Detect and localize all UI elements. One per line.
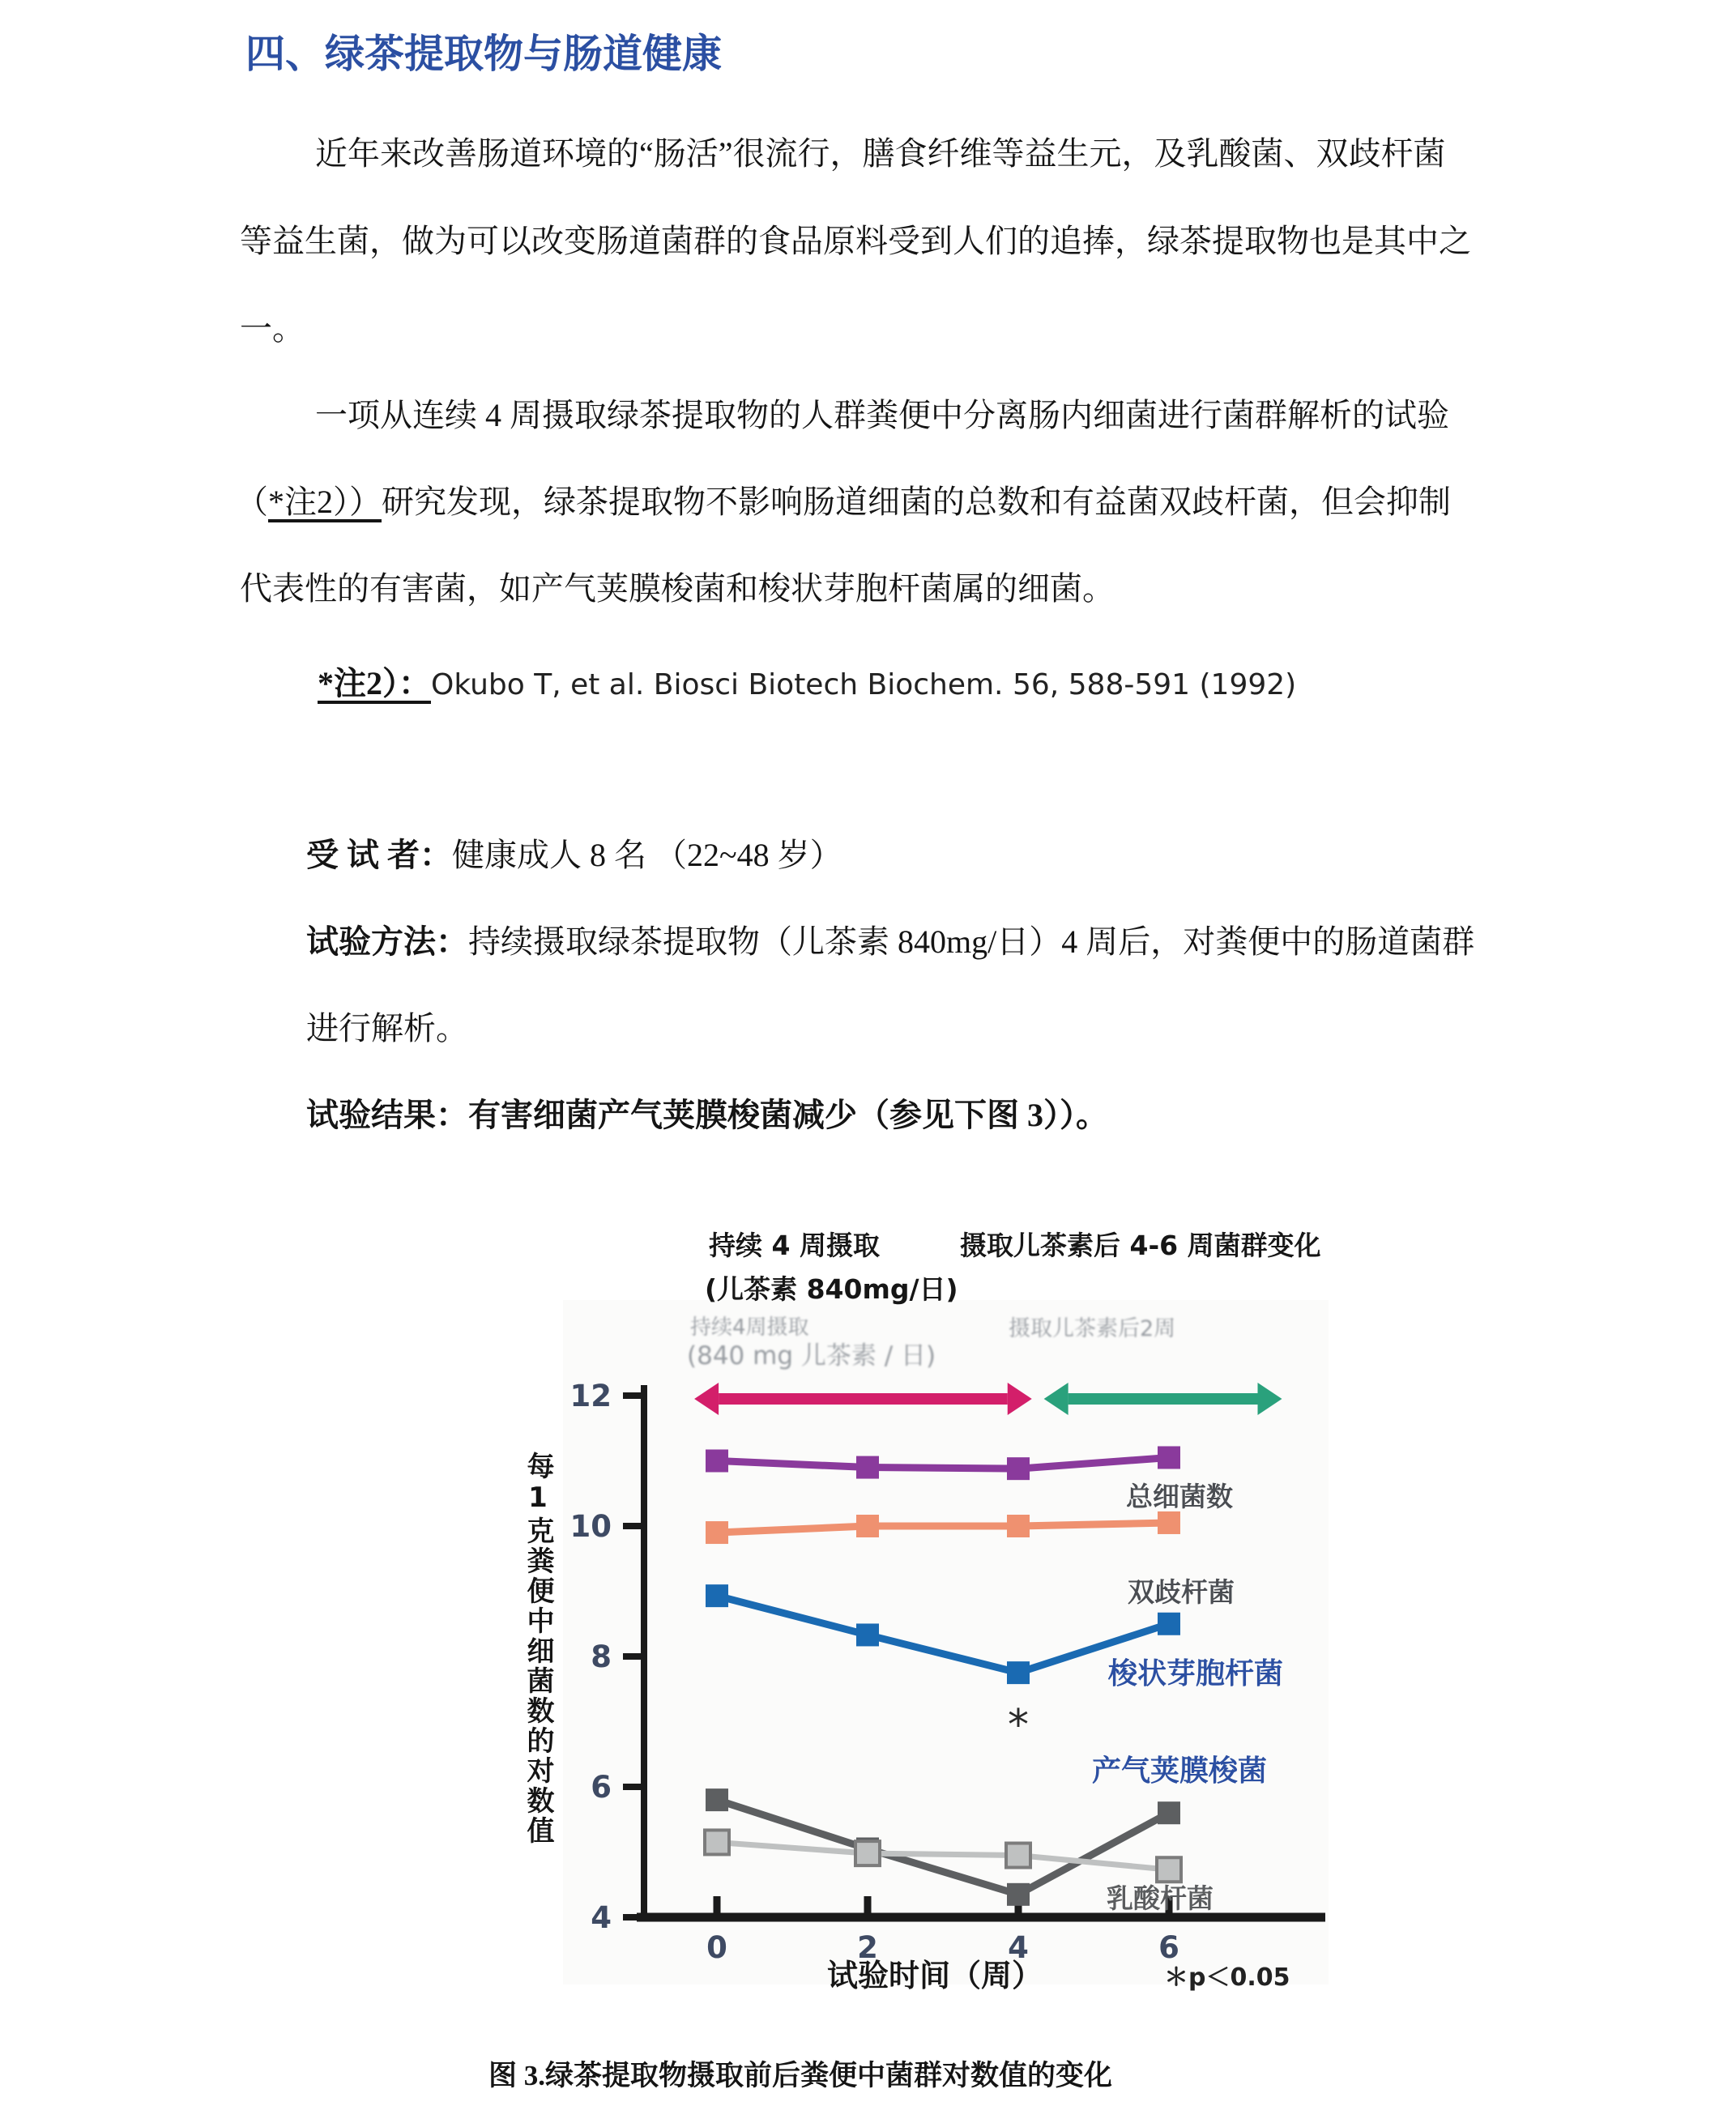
footnote-reference: Okubo T, et al. Biosci Biotech Biochem. 56, 588-591 (1992): [431, 668, 1297, 701]
embedded-label-left-line1: 持续4周摄取: [690, 1315, 809, 1340]
period-arrow-0: [694, 1383, 1032, 1415]
paragraph1-line1: 近年来改善肠道环境的“肠活”很流行，膳食纤维等益生元，及乳酸菌、双歧杆菌: [315, 135, 1446, 172]
x-tick-label: 6: [1158, 1930, 1179, 1965]
result-text: 有害细菌产气荚膜梭菌减少（参见下图 3））。: [468, 1097, 1108, 1133]
footnote-label: *注2）：: [318, 665, 431, 701]
data-point-marker: [1007, 1883, 1030, 1906]
data-point-marker: [856, 1456, 879, 1479]
period-arrow-1: [1044, 1383, 1282, 1415]
subjects-text: 健康成人 8 名 （22~48 岁）: [452, 837, 842, 873]
method-line1: [306, 916, 1474, 962]
subjects-label: 受 试 者：: [306, 837, 452, 873]
data-point-marker: [856, 1515, 879, 1537]
series-label-total-bacteria: 总细菌数: [1126, 1481, 1233, 1512]
data-point-marker: [1158, 1613, 1180, 1635]
data-point-marker: [1007, 1457, 1030, 1480]
paragraph2-line3: 代表性的有害菌，如产气荚膜梭菌和梭状芽胞杆菌属的细菌。: [240, 570, 1115, 607]
data-point-marker: [706, 1521, 728, 1544]
data-point-marker: [1158, 1511, 1180, 1534]
paragraph1-line3: 一。: [240, 310, 305, 347]
data-point-marker: [1007, 1661, 1030, 1684]
series-line-1: [706, 1511, 1180, 1544]
paragraph2-line2: [236, 476, 1451, 522]
data-point-marker: [706, 1450, 728, 1473]
method-line2: 进行解析。: [306, 1010, 468, 1047]
y-tick-label: 12: [569, 1379, 612, 1413]
y-tick-label: 4: [591, 1900, 612, 1935]
figure-title-right: 摄取儿茶素后 4-6 周菌群变化: [960, 1230, 1321, 1261]
method-text: 持续摄取绿茶提取物（儿茶素 840mg/日）4 周后，对粪便中的肠道菌群: [468, 923, 1475, 960]
paragraph2-line2-rest: 研究发现，绿茶提取物不影响肠道细菌的总数和有益菌双歧杆菌，但会抑制: [382, 484, 1451, 520]
figure-title-left-line1: 持续 4 周摄取: [709, 1230, 880, 1261]
y-axis-title: 每1克粪便中细菌数的对数值: [522, 1452, 554, 1846]
data-point-marker: [1007, 1515, 1030, 1537]
paren-open: （: [236, 484, 268, 520]
data-point-marker: [705, 1830, 729, 1854]
series-label-bifidobacterium: 双歧杆菌: [1128, 1576, 1235, 1608]
y-tick-label: 8: [591, 1639, 612, 1674]
series-label-c-perfringens: 产气荚膜梭菌: [1092, 1754, 1268, 1788]
footnote-line: [318, 658, 1296, 704]
data-point-marker: [855, 1841, 880, 1865]
embedded-label-left-line2: (840 mg 儿茶素 / 日): [687, 1341, 936, 1371]
data-point-marker: [856, 1623, 879, 1646]
result-line: [306, 1089, 1108, 1136]
figure-caption: 图 3.绿茶提取物摄取前后粪便中菌群对数值的变化: [488, 2060, 1113, 2091]
figure-3: [502, 1215, 1377, 2106]
note-reference-marker: *注2））: [268, 484, 382, 520]
y-tick-label: 6: [591, 1770, 612, 1805]
subjects-line: [306, 829, 842, 876]
paragraph1-line2: 等益生菌，做为可以改变肠道菌群的食品原料受到人们的追捧，绿茶提取物也是其中之: [240, 223, 1471, 259]
figure-title-left-line2: (儿茶素 840mg/日): [705, 1273, 958, 1305]
result-label: 试验结果：: [306, 1097, 468, 1133]
significance-note: ＊p＜0.05: [1164, 1963, 1290, 1992]
x-tick-label: 0: [706, 1930, 727, 1965]
series-line-0: [706, 1446, 1180, 1480]
data-point-marker: [1158, 1446, 1180, 1469]
x-tick-label: 2: [857, 1930, 878, 1965]
data-point-marker: [706, 1788, 728, 1811]
embedded-label-right: 摄取儿茶素后2周: [1009, 1316, 1176, 1341]
x-tick-label: 4: [1008, 1930, 1029, 1965]
series-label-lactobacillus: 乳酸杆菌: [1107, 1882, 1213, 1914]
y-tick-label: 10: [569, 1509, 612, 1544]
method-label: 试验方法：: [306, 923, 468, 960]
significance-asterisk: *: [1008, 1701, 1029, 1750]
data-point-marker: [706, 1584, 728, 1607]
data-point-marker: [1158, 1801, 1180, 1824]
series-label-clostridium: 梭状芽胞杆菌: [1108, 1657, 1284, 1690]
page-title: 四、绿茶提取物与肠道健康: [245, 32, 723, 76]
x-axis-title: 试验时间（周）: [827, 1958, 1043, 1993]
paragraph2-line1: 一项从连续 4 周摄取绿茶提取物的人群粪便中分离肠内细菌进行菌群解析的试验: [315, 397, 1449, 433]
data-point-marker: [1006, 1844, 1030, 1868]
